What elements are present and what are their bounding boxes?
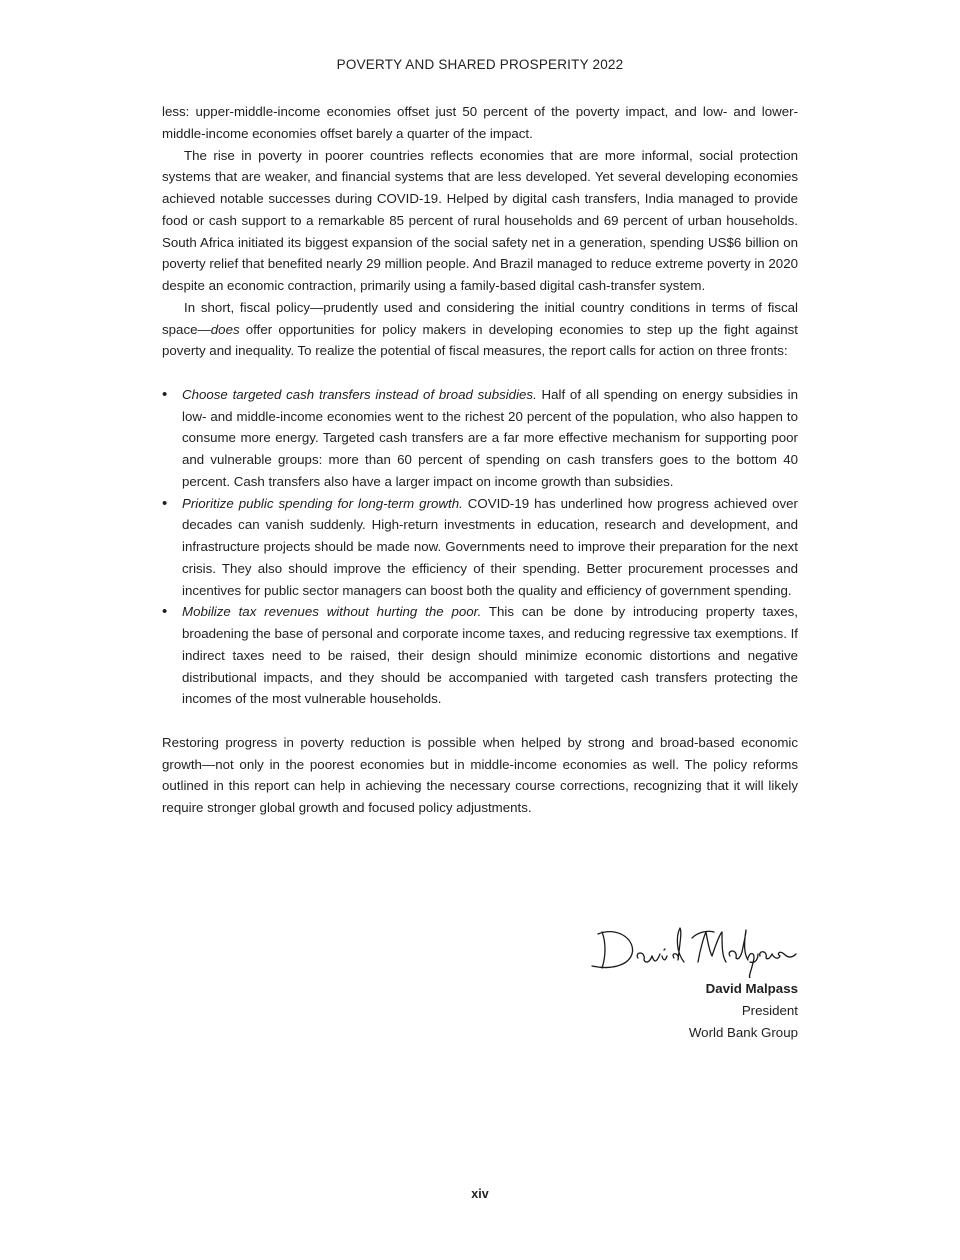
bullet-icon: • xyxy=(162,494,168,512)
list-item xyxy=(162,493,798,602)
main-text xyxy=(162,101,798,819)
bullet-icon: • xyxy=(162,385,168,403)
emphasis-does: does xyxy=(210,321,240,337)
signature-block xyxy=(560,922,798,1043)
fiscal-policy-text-a: In short, fiscal policy—prudently used and considering the initial country conditions in terms of fiscal space— xyxy=(162,299,798,337)
signer-title: President xyxy=(741,1002,798,1018)
list-item-lead: Choose targeted cash transfers instead of broad subsidies. xyxy=(182,386,537,402)
running-header: POVERTY AND SHARED PROSPERITY 2022 xyxy=(336,57,624,72)
list-item-lead: Prioritize public spending for long-term growth. xyxy=(182,495,463,511)
fiscal-policy-text-b: offer opportunities for policy makers in developing economies to step up the fight against poverty and inequality. To realize the potential of fiscal measures, the report calls for action on three fronts: xyxy=(162,321,798,359)
list-item-text: Half of all spending on energy subsidies in low- and middle-income economies went to the richest 20 percent of the population, who also happen to consume more energy. Targeted cash transfers are a far more effective mechanism for supporting poor and vulnerable groups: more than 60 percent of spending on cash transfers goes to the bottom 40 percent. Cash transfers also have a larger impact on income growth than subsidies. xyxy=(182,386,799,489)
list-item-lead: Mobilize tax revenues without hurting the poor. xyxy=(182,604,482,620)
paragraph-continued: less: upper-middle-income economies offset just 50 percent of the poverty impact, and low- and lower-middle-income economies offset barely a quarter of the impact. xyxy=(162,104,798,141)
list-item-text: COVID-19 has underlined how progress achieved over decades can vanish suddenly. High-return investments in education, research and development, and infrastructure projects should be made now. Governments need to improve their preparation for the next crisis. They also should improve the efficiency of their spending. Better procurement processes and incentives for public sector managers can boost both the quality and efficiency of government spending. xyxy=(182,495,798,598)
handwritten-signature-icon xyxy=(588,922,798,978)
paragraph-poverty-rise: The rise in poverty in poorer countries reflects economies that are more informal, social protection systems that are weaker, and financial systems that are less developed. Yet several developing economies achieved notable successes during COVID-19. Helped by digital cash transfers, India managed to provide food or cash support to a remarkable 85 percent of rural households and 69 percent of urban households. South Africa initiated its biggest expansion of the social safety net in a generation, spending US$6 billion on poverty relief that benefited nearly 29 million people. And Brazil managed to reduce extreme poverty in 2020 despite an economic contraction, primarily using a family-based digital cash-transfer system. xyxy=(162,147,798,293)
page-number: xiv xyxy=(471,1187,489,1201)
signer-name: David Malpass xyxy=(705,981,798,996)
list-item xyxy=(162,384,798,493)
paragraph-conclusion: Restoring progress in poverty reduction is possible when helped by strong and broad-based economic growth—not only in the poorest economies but in middle-income economies as well. The policy reforms outlined in this report can help in achieving the necessary course corrections, recognizing that it will likely require stronger global growth and focused policy adjustments. xyxy=(162,734,798,815)
paragraph-fiscal-policy xyxy=(162,297,798,362)
list-item-text: This can be done by introducing property taxes, broadening the base of personal and corporate income taxes, and reducing regressive tax exemptions. If indirect taxes need to be raised, their design should minimize economic distortions and negative distributional impacts, and they should be accompanied with targeted cash transfers protecting the incomes of the most vulnerable households. xyxy=(182,604,798,707)
signer-organization: World Bank Group xyxy=(688,1024,798,1040)
action-fronts-list xyxy=(162,384,798,710)
bullet-icon: • xyxy=(162,603,168,621)
list-item xyxy=(162,601,798,710)
